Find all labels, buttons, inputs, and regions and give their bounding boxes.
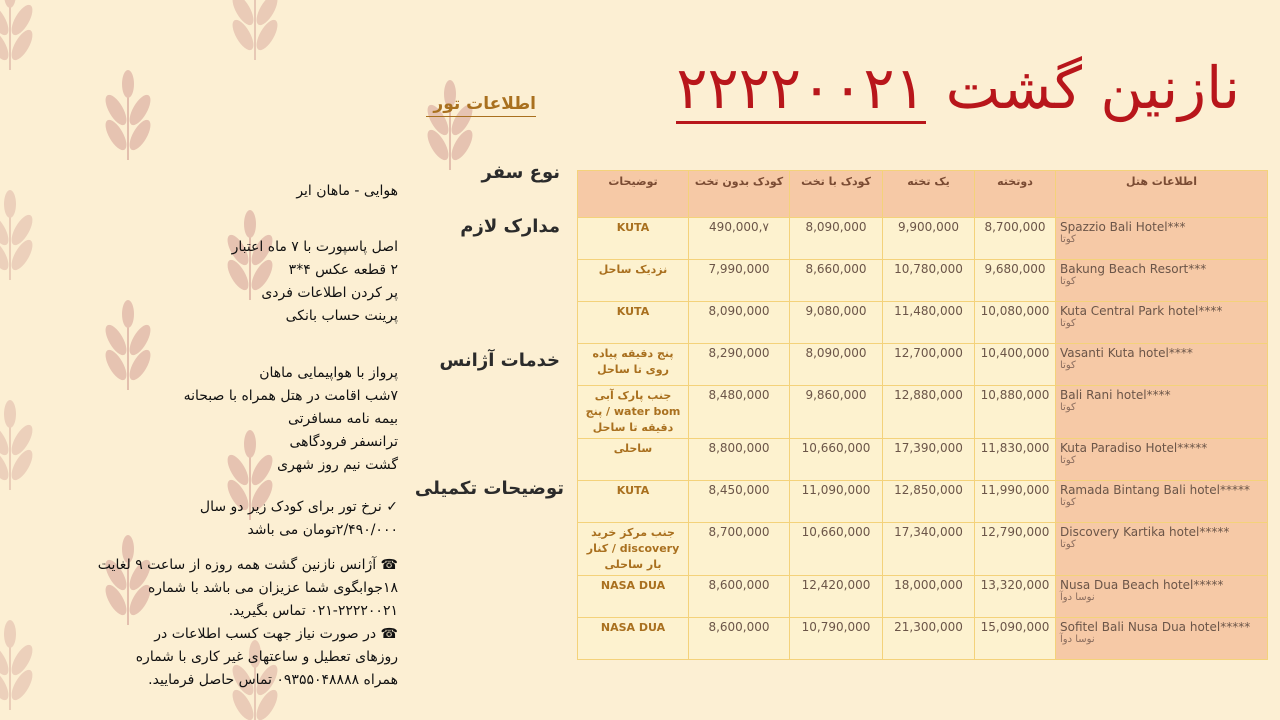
- service-item: بیمه نامه مسافرتی: [287, 411, 398, 427]
- services-list: [68, 362, 398, 477]
- double-price: 10,880,000: [975, 386, 1056, 439]
- child-nobed-price: 8,450,000: [689, 481, 790, 523]
- single-price: 17,340,000: [883, 523, 975, 576]
- child-bed-price: 8,660,000: [790, 260, 883, 302]
- notes-list: [68, 496, 398, 692]
- header-description: توضیحات: [578, 171, 689, 218]
- single-price: 18,000,000: [883, 576, 975, 618]
- single-price: 12,880,000: [883, 386, 975, 439]
- description: پنج دقیقه پیاده روی تا ساحل: [578, 344, 689, 386]
- double-price: 10,400,000: [975, 344, 1056, 386]
- table-row: [578, 523, 1268, 576]
- double-price: 13,320,000: [975, 576, 1056, 618]
- child-nobed-price: 8,600,000: [689, 576, 790, 618]
- hotel-city: کوتا: [1060, 360, 1076, 371]
- travel-type-value: هوایی - ماهان ایر: [296, 183, 398, 199]
- required-docs-list: [68, 236, 398, 328]
- hotel-city: کوتا: [1060, 539, 1076, 550]
- hotel-cell: [1056, 576, 1268, 618]
- description: KUTA: [578, 302, 689, 344]
- hotel-name: Vasanti Kuta hotel****: [1060, 346, 1193, 360]
- hotel-cell: [1056, 218, 1268, 260]
- description: ساحلی: [578, 439, 689, 481]
- hotel-name: Kuta Paradiso Hotel*****: [1060, 441, 1208, 455]
- table-row: [578, 260, 1268, 302]
- double-price: 15,090,000: [975, 618, 1056, 660]
- note-item: ☎ آژانس نازنین گشت همه روزه از ساعت ۹ لغایت: [97, 557, 398, 573]
- hotel-name: Discovery Kartika hotel*****: [1060, 525, 1230, 539]
- child-bed-price: 10,790,000: [790, 618, 883, 660]
- double-price: 11,990,000: [975, 481, 1056, 523]
- hotel-cell: [1056, 439, 1268, 481]
- description: NASA DUA: [578, 576, 689, 618]
- hotel-city: نوسا دوآ: [1060, 634, 1095, 645]
- hotel-city: نوسا دوآ: [1060, 592, 1095, 603]
- child-bed-price: 9,080,000: [790, 302, 883, 344]
- double-price: 12,790,000: [975, 523, 1056, 576]
- doc-item: پر کردن اطلاعات فردی: [261, 285, 398, 301]
- agency-name: نازنین گشت: [945, 54, 1240, 122]
- description: NASA DUA: [578, 618, 689, 660]
- header-double: دوتخته: [975, 171, 1056, 218]
- child-nobed-price: 8,600,000: [689, 618, 790, 660]
- table-row: [578, 218, 1268, 260]
- child-bed-price: 10,660,000: [790, 523, 883, 576]
- service-item: پرواز با هواپیمایی ماهان: [259, 365, 398, 381]
- table-row: [578, 386, 1268, 439]
- service-item: ترانسفر فرودگاهی: [289, 434, 398, 450]
- single-price: 10,780,000: [883, 260, 975, 302]
- hotel-city: کوتا: [1060, 402, 1076, 413]
- hotel-name: Nusa Dua Beach hotel*****: [1060, 578, 1224, 592]
- description: KUTA: [578, 481, 689, 523]
- hotel-rates-table: [577, 170, 1268, 660]
- child-bed-price: 9,860,000: [790, 386, 883, 439]
- doc-item: ۲ قطعه عکس ۴*۳: [288, 262, 398, 278]
- note-item: ۲/۴۹۰/۰۰۰تومان می باشد: [247, 522, 398, 538]
- table-row: [578, 439, 1268, 481]
- hotel-name: Bakung Beach Resort***: [1060, 262, 1207, 276]
- description: KUTA: [578, 218, 689, 260]
- double-price: 9,680,000: [975, 260, 1056, 302]
- tour-info-link[interactable]: اطلاعات تور: [426, 94, 536, 117]
- extra-notes-label: توضیحات تکمیلی: [414, 478, 564, 499]
- child-bed-price: 8,090,000: [790, 344, 883, 386]
- hotel-city: کوتا: [1060, 318, 1076, 329]
- hotel-name: Spazzio Bali Hotel***: [1060, 220, 1186, 234]
- note-item: ۰۲۱-۲۲۲۲۰۰۲۱ تماس بگیرید.: [228, 603, 398, 619]
- table-header-row: [578, 171, 1268, 218]
- table-row: [578, 576, 1268, 618]
- single-price: 12,700,000: [883, 344, 975, 386]
- child-nobed-price: 8,800,000: [689, 439, 790, 481]
- hotel-cell: [1056, 481, 1268, 523]
- header-child-nobed: کودک بدون تخت: [689, 171, 790, 218]
- header-single: یک تخته: [883, 171, 975, 218]
- single-price: 21,300,000: [883, 618, 975, 660]
- header-hotel-info: اطلاعات هتل: [1056, 171, 1268, 218]
- service-item: ۷شب اقامت در هتل همراه با صبحانه: [183, 388, 398, 404]
- note-spacer: [68, 542, 398, 554]
- hotel-name: Bali Rani hotel****: [1060, 388, 1171, 402]
- header-child-bed: کودک با تخت: [790, 171, 883, 218]
- table-row: [578, 481, 1268, 523]
- hotel-city: کوتا: [1060, 276, 1076, 287]
- double-price: 10,080,000: [975, 302, 1056, 344]
- child-nobed-price: 8,090,000: [689, 302, 790, 344]
- doc-item: پرینت حساب بانکی: [285, 308, 398, 324]
- agency-phone: ۲۲۲۲۰۰۲۱: [676, 54, 926, 122]
- hotel-cell: [1056, 260, 1268, 302]
- child-bed-price: 8,090,000: [790, 218, 883, 260]
- note-item: ✓ نرخ تور برای کودک زیر دو سال: [199, 499, 398, 515]
- child-bed-price: 10,660,000: [790, 439, 883, 481]
- hotel-cell: [1056, 618, 1268, 660]
- table-row: [578, 302, 1268, 344]
- note-item: روزهای تعطیل و ساعتهای غیر کاری با شماره: [135, 649, 398, 665]
- hotel-city: کوتا: [1060, 234, 1076, 245]
- note-item: ۱۸جوابگوی شما عزیزان می باشد با شماره: [147, 580, 398, 596]
- description: جنب پارک آبی water bom / پنج دقیقه تا ساحل: [578, 386, 689, 439]
- agency-services-label: خدمات آژانس: [439, 350, 560, 371]
- child-nobed-price: 7,990,000: [689, 260, 790, 302]
- hotel-cell: [1056, 386, 1268, 439]
- hotel-cell: [1056, 302, 1268, 344]
- required-docs-label: مدارک لازم: [460, 216, 560, 237]
- double-price: 11,830,000: [975, 439, 1056, 481]
- child-bed-price: 11,090,000: [790, 481, 883, 523]
- hotel-name: Ramada Bintang Bali hotel*****: [1060, 483, 1250, 497]
- description: نزدیک ساحل: [578, 260, 689, 302]
- child-nobed-price: 8,480,000: [689, 386, 790, 439]
- single-price: 12,850,000: [883, 481, 975, 523]
- hotel-city: کوتا: [1060, 497, 1076, 508]
- service-item: گشت نیم روز شهری: [277, 457, 398, 473]
- travel-type-label: نوع سفر: [481, 162, 560, 183]
- double-price: 8,700,000: [975, 218, 1056, 260]
- page-title: [600, 48, 1240, 128]
- table-row: [578, 344, 1268, 386]
- hotel-cell: [1056, 344, 1268, 386]
- single-price: 9,900,000: [883, 218, 975, 260]
- table-row: [578, 618, 1268, 660]
- hotel-city: کوتا: [1060, 455, 1076, 466]
- hotel-cell: [1056, 523, 1268, 576]
- note-item: ☎ در صورت نیاز جهت کسب اطلاعات در: [154, 626, 398, 642]
- doc-item: اصل پاسپورت با ۷ ماه اعتبار: [231, 239, 398, 255]
- hotel-name: Kuta Central Park hotel****: [1060, 304, 1223, 318]
- hotel-name: Sofitel Bali Nusa Dua hotel*****: [1060, 620, 1251, 634]
- child-nobed-price: 8,700,000: [689, 523, 790, 576]
- description: جنب مرکز خرید discovery / کنار بار ساحلی: [578, 523, 689, 576]
- note-item: همراه ۰۹۳۵۵۰۴۸۸۸۸ تماس حاصل فرمایید.: [148, 672, 398, 688]
- child-nobed-price: 8,290,000: [689, 344, 790, 386]
- child-nobed-price: 490,000,۷: [689, 218, 790, 260]
- child-bed-price: 12,420,000: [790, 576, 883, 618]
- single-price: 11,480,000: [883, 302, 975, 344]
- single-price: 17,390,000: [883, 439, 975, 481]
